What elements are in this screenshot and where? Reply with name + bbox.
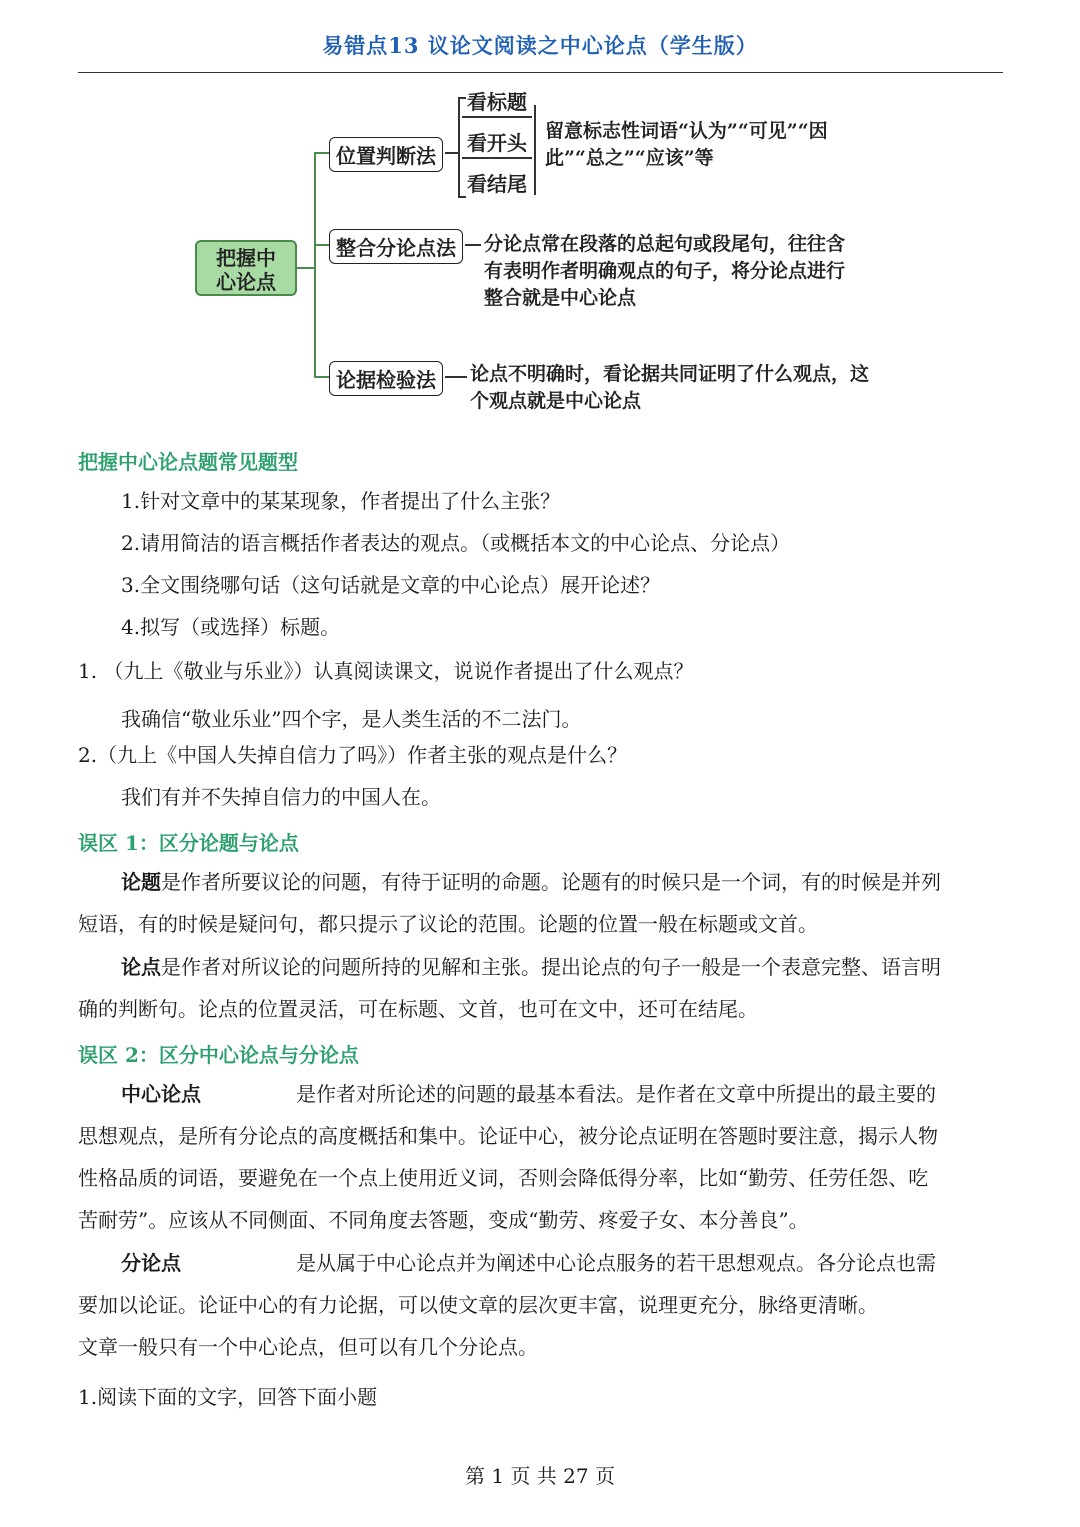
paragraph-argument-line2: 确的判断句。论点的位置灵活，可在标题、文首，也可在文中，还可在结尾。 — [78, 997, 758, 1021]
mindmap-note-integrate — [484, 231, 845, 312]
mindmap-root-line1: 把握中 — [216, 246, 276, 270]
connector — [445, 376, 467, 378]
question-type-item: 3.全文围绕哪句话（这句话就是文章的中心论点）展开论述？ — [121, 573, 661, 597]
connector — [445, 152, 459, 154]
connector — [314, 152, 316, 377]
note-line: 论点不明确时，看论据共同证明了什么观点，这 — [470, 363, 870, 385]
example-answer: 我确信“敬业乐业”四个字，是人类生活的不二法门。 — [121, 707, 582, 731]
mindmap-note-evidence — [470, 361, 869, 415]
term-central-argument — [121, 1073, 201, 1115]
page-footer: 第 1 页 共 27 页 — [465, 1464, 615, 1488]
connector — [314, 244, 330, 246]
term-label: 分论点 — [121, 1251, 181, 1275]
connector — [297, 267, 315, 269]
note-line: 整合就是中心论点 — [484, 287, 637, 309]
mindmap-branch-position: 位置判断法 — [329, 137, 443, 172]
term-label: 中心论点 — [121, 1082, 201, 1106]
exercise-title: 1.阅读下面的文字，回答下面小题 — [78, 1385, 378, 1409]
paragraph-central-line3: 性格品质的词语，要避免在一个点上使用近义词，否则会降低得分率，比如“勤劳、任劳任怨、吃 — [78, 1166, 929, 1190]
term-topic: 论题 — [121, 870, 161, 894]
question-type-item: 2.请用简洁的语言概括作者表达的观点。（或概括本文的中心论点、分论点） — [121, 531, 791, 555]
example-question: 1. （九上《敬业与乐业》）认真阅读课文，说说作者提出了什么观点？ — [78, 659, 694, 683]
mindmap-leaf-ending: 看结尾 — [467, 172, 527, 196]
paragraph-central-line2: 思想观点，是所有分论点的高度概括和集中。论证中心，被分论点证明在答题时要注意，揭示人物 — [78, 1124, 938, 1148]
section-heading-mistake-1: 误区 1：区分论题与论点 — [78, 831, 299, 855]
question-type-item: 1.针对文章中的某某现象，作者提出了什么主张？ — [121, 489, 561, 513]
paragraph-central-line1: 是作者对所论述的问题的最基本看法。是作者在文章中所提出的最主要的 — [296, 1082, 936, 1106]
note-line: 有表明作者明确观点的句子，将分论点进行 — [484, 260, 846, 282]
connector — [534, 105, 536, 195]
paragraph-topic-line1 — [121, 861, 941, 903]
paragraph-text: 是作者所要议论的问题，有待于证明的命题。论题有的时候只是一个词，有的时候是并列 — [161, 870, 941, 894]
mindmap-note-position — [545, 118, 828, 172]
connector — [458, 196, 466, 198]
note-line: 分论点常在段落的总起句或段尾句，往往含 — [484, 233, 846, 255]
summary-line: 文章一般只有一个中心论点，但可以有几个分论点。 — [78, 1335, 538, 1359]
example-question: 2.（九上《中国人失掉自信力了吗》）作者主张的观点是什么？ — [78, 743, 628, 767]
header-divider — [78, 72, 1003, 73]
term-argument: 论点 — [121, 955, 161, 979]
mindmap-leaf-title: 看标题 — [467, 90, 527, 114]
paragraph-argument-line1 — [121, 946, 941, 988]
section-heading-mistake-2: 误区 2：区分中心论点与分论点 — [78, 1043, 359, 1067]
note-line: 个观点就是中心论点 — [470, 390, 642, 412]
note-line: 留意标志性词语“认为”“可见”“因 — [545, 120, 828, 142]
paragraph-sub-line1: 是从属于中心论点并为阐述中心论点服务的若干思想观点。各分论点也需 — [296, 1251, 936, 1275]
mindmap-leaf-opening: 看开头 — [467, 131, 527, 155]
paragraph-text: 是作者对所议论的问题所持的见解和主张。提出论点的句子一般是一个表意完整、语言明 — [161, 955, 941, 979]
question-type-item: 4.拟写（或选择）标题。 — [121, 615, 341, 639]
paragraph-topic-line2: 短语，有的时候是疑问句，都只提示了议论的范围。论题的位置一般在标题或文首。 — [78, 912, 818, 936]
section-heading-question-types: 把握中心论点题常见题型 — [78, 450, 298, 474]
mindmap-branch-evidence: 论据检验法 — [329, 361, 443, 396]
paragraph-sub-line2: 要加以论证。论证中心的有力论据，可以使文章的层次更丰富，说理更充分，脉络更清晰。 — [78, 1293, 878, 1317]
connector — [462, 157, 532, 159]
mindmap-root-line2: 心论点 — [216, 270, 276, 294]
connector — [458, 97, 466, 99]
page-header-title: 易错点13 议论文阅读之中心论点（学生版） — [322, 33, 758, 58]
term-sub-argument — [121, 1242, 181, 1284]
connector — [465, 244, 481, 246]
example-answer: 我们有并不失掉自信力的中国人在。 — [121, 785, 441, 809]
connector — [458, 97, 460, 197]
paragraph-central-line4: 苦耐劳”。应该从不同侧面、不同角度去答题，变成“勤劳、疼爱子女、本分善良”。 — [78, 1208, 809, 1232]
mindmap-branch-integrate: 整合分论点法 — [329, 229, 463, 264]
mindmap-root — [195, 240, 297, 296]
connector — [314, 376, 330, 378]
connector — [462, 116, 532, 118]
note-line: 此”“总之”“应该”等 — [545, 147, 714, 169]
connector — [314, 152, 330, 154]
